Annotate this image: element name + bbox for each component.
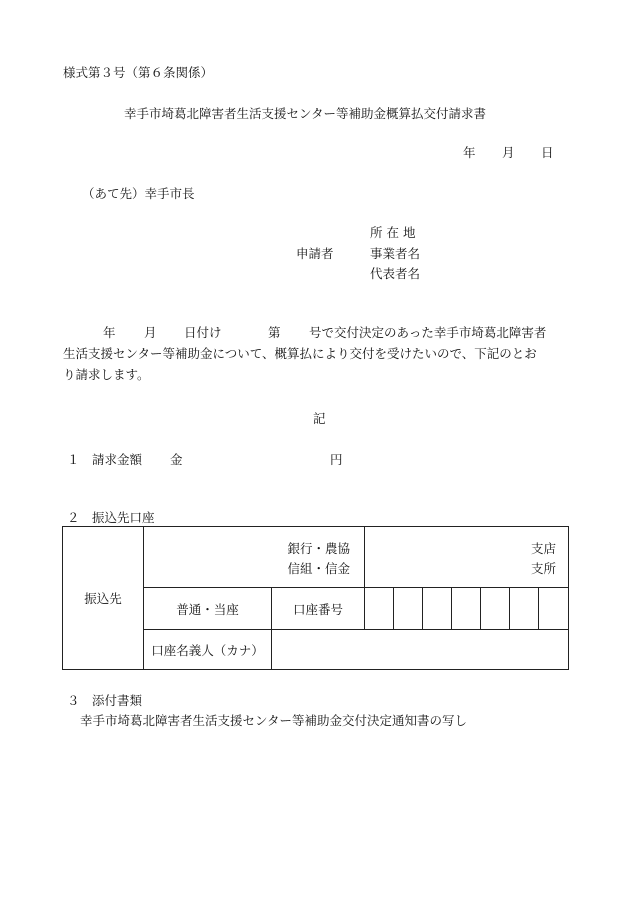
amount-kin: 金 (170, 452, 183, 467)
account-digit-cell[interactable] (452, 588, 481, 630)
form-number: 様式第３号（第６条関係） (63, 65, 214, 80)
body-month: 月 (144, 325, 157, 340)
item1-label: １ 請求金額 (67, 452, 143, 467)
account-digit-cell[interactable] (423, 588, 452, 630)
body-line2: 生活支援センター等補助金について、概算払により交付を受けたいので、下記のとお (63, 346, 537, 361)
branch-name-cell[interactable] (365, 527, 569, 588)
account-digit-cell[interactable] (365, 588, 394, 630)
attachment-description: 幸手市埼葛北障害者生活支援センター等補助金交付決定通知書の写し (80, 713, 468, 728)
account-holder-field[interactable] (272, 630, 569, 670)
account-number-label: 口座番号 (292, 601, 343, 617)
body-line3: り請求します。 (63, 367, 150, 382)
addressee: （あて先）幸手市長 (82, 186, 195, 201)
amount-yen: 円 (330, 452, 343, 467)
body-number-prefix: 第 (268, 325, 281, 340)
bank-name-cell[interactable] (144, 527, 365, 588)
account-type-cell[interactable] (144, 588, 272, 630)
branch-type-1: 支店 (531, 541, 557, 556)
item2-label: ２ 振込先口座 (67, 510, 155, 525)
bank-type-2: 信組・信金 (287, 561, 350, 576)
account-holder-label-cell (144, 630, 272, 670)
representative-label: 代表者名 (370, 266, 421, 281)
account-holder-label: 口座名義人（カナ） (151, 642, 264, 658)
address-label: 所 在 地 (370, 225, 416, 240)
account-digit-cell[interactable] (394, 588, 423, 630)
date-month-label: 月 (502, 145, 515, 160)
branch-type-2: 支所 (531, 561, 557, 576)
body-line1-rest: 号で交付決定のあった幸手市埼葛北障害者 (309, 325, 547, 340)
account-digit-cell[interactable] (510, 588, 539, 630)
body-dated: 日付け (184, 325, 222, 340)
account-digit-cell[interactable] (539, 588, 569, 630)
payee-cell (63, 527, 144, 670)
document-title: 幸手市埼葛北障害者生活支援センター等補助金概算払交付請求書 (124, 106, 487, 121)
account-number-label-cell (272, 588, 365, 630)
date-day-label: 日 (541, 145, 554, 160)
item3-label: ３ 添付書類 (67, 693, 143, 708)
business-name-label: 事業者名 (370, 246, 421, 261)
body-year: 年 (103, 325, 116, 340)
applicant-label: 申請者 (296, 246, 334, 261)
payee-label: 振込先 (84, 591, 122, 606)
account-digit-cell[interactable] (481, 588, 510, 630)
ki-marker: 記 (313, 411, 326, 426)
date-year-label: 年 (463, 145, 476, 160)
bank-account-table (62, 526, 569, 670)
bank-type-1: 銀行・農協 (287, 541, 350, 556)
account-type-label: 普通・当座 (176, 601, 239, 617)
